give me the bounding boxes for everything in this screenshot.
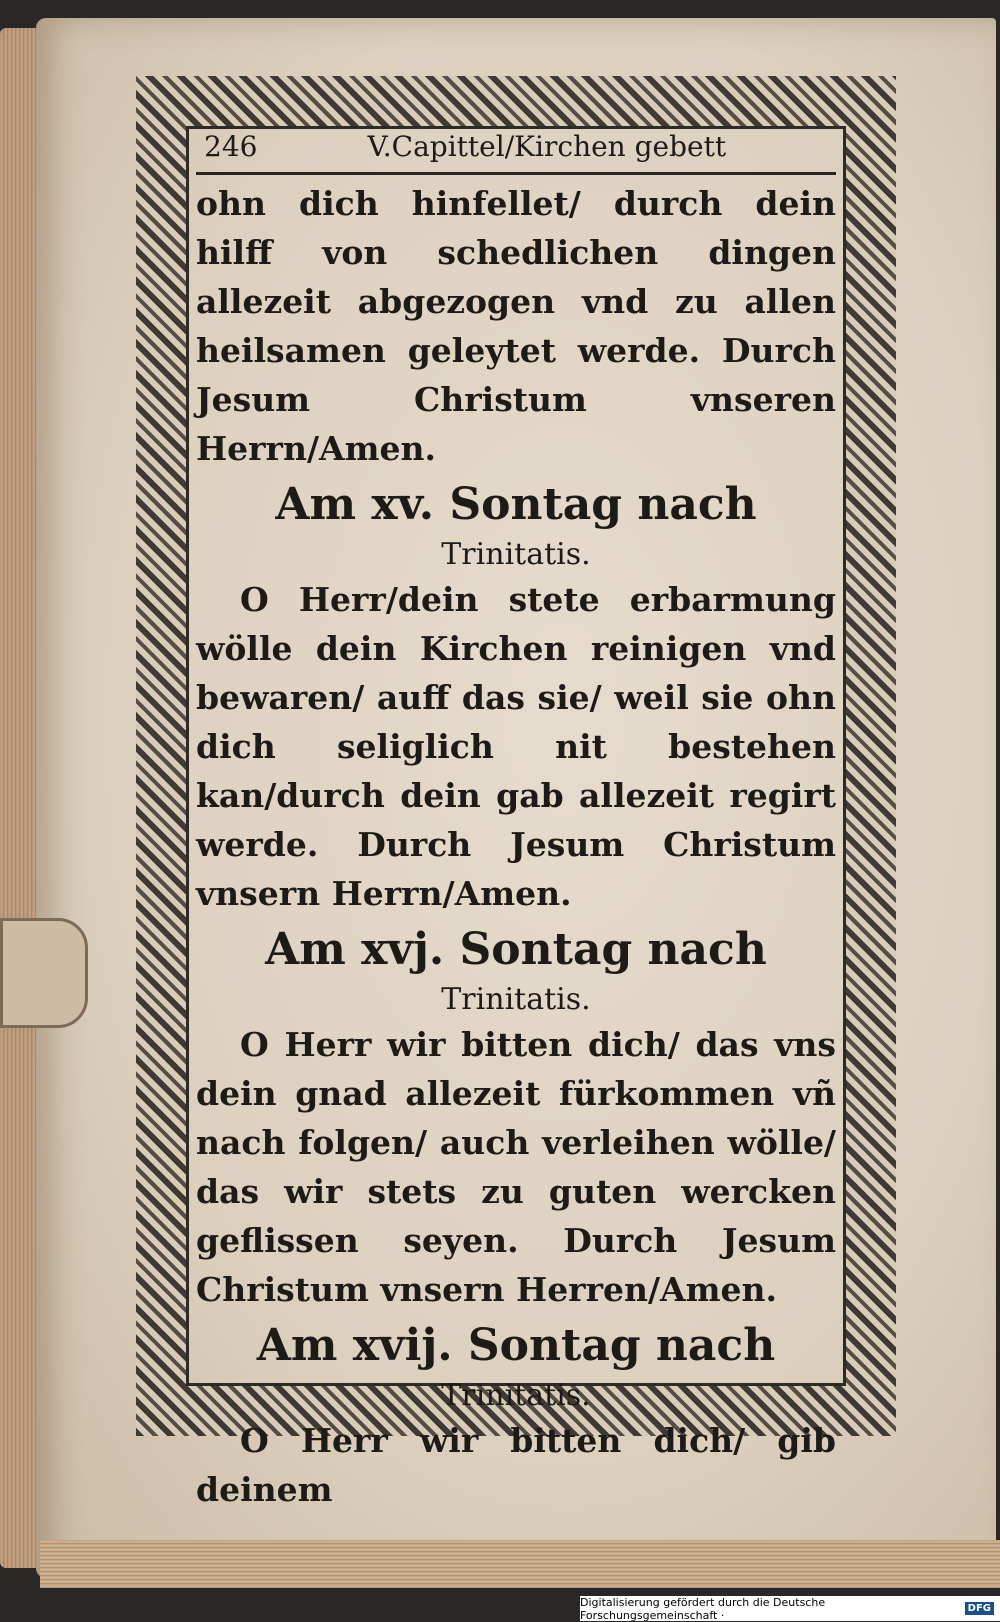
prayer-text: ohn dich hinfellet/ durch dein hilff von schedlichen dingen allezeit abgezogen vnd zu allen heilsamen geleytet werde. Durch Jesum Christum vnseren Herrn/Amen. <box>196 184 836 468</box>
page-content <box>196 130 836 1509</box>
section-subheading: Trinitatis. <box>441 537 591 572</box>
section-subheading: Trinitatis. <box>441 1378 591 1413</box>
digitization-credit <box>580 1596 1000 1621</box>
page-number: 246 <box>204 130 258 163</box>
section-subheading: Trinitatis. <box>441 982 591 1017</box>
credit-text: Digitalisierung gefördert durch die Deutsche Forschungsgemeinschaft · <box>580 1595 826 1622</box>
prayer-text: O Herr wir bitten dich/ gib deinem <box>196 1421 836 1509</box>
section-heading: Am xvij. Sontag nach <box>256 1320 776 1371</box>
dfg-logo: DFG <box>965 1602 994 1615</box>
running-header <box>196 130 836 175</box>
prayer-text: O Herr/dein stete erbarmung wölle dein Kirchen reinigen vnd bewaren/ auff das sie/ weil sie ohn dich seliglich nit bestehen kan/durch dein gab allezeit regirt werde. Durch Jesum Christum vnsern Herrn/Amen. <box>196 580 836 913</box>
prayer-text: O Herr wir bitten dich/ das vns dein gnad allezeit fürkommen vñ nach folgen/ auch verleihen wölle/ das wir stets zu guten wercken geflissen seyen. Durch Jesum Christum vnsern Herren/Amen. <box>196 1025 836 1309</box>
page-tab-marker <box>0 918 88 1028</box>
book-bottom-edges <box>40 1540 1000 1588</box>
section-heading: Am xvj. Sontag nach <box>265 924 767 975</box>
running-title: V.Capittel/Kirchen gebett <box>367 130 727 163</box>
section-heading: Am xv. Sontag nach <box>275 479 757 530</box>
